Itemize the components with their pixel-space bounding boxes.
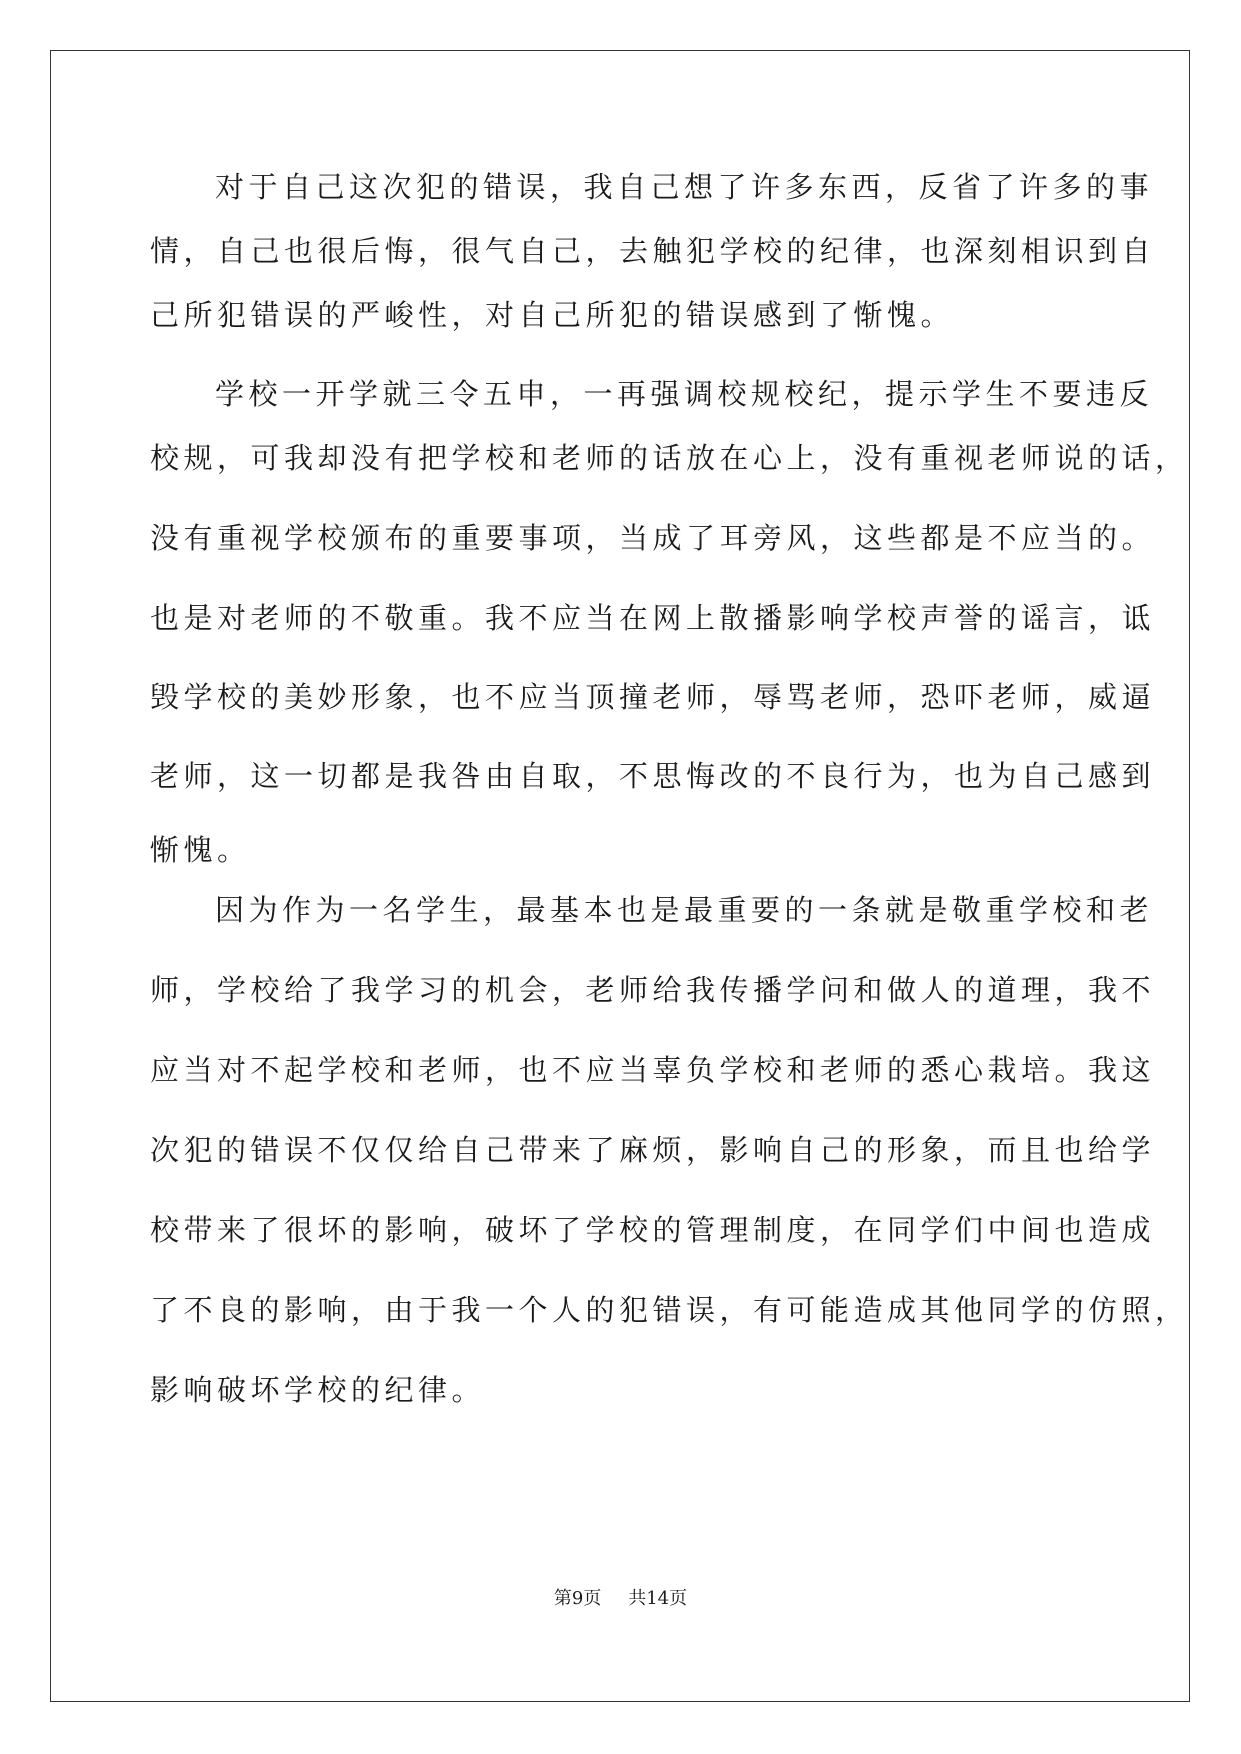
paragraph-2-line-1: 学校一开学就三令五申，一再强调校规校纪，提示学生不要违反 xyxy=(215,377,1154,411)
paragraph-3-line-4: 次犯的错误不仅仅给自己带来了麻烦，影响自己的形象，而且也给学 xyxy=(150,1133,1156,1167)
paragraph-1-line-2: 情，自己也很后悔，很气自己，去触犯学校的纪律，也深刻相识到自 xyxy=(150,234,1156,268)
paragraph-2-line-2: 校规，可我却没有把学校和老师的话放在心上，没有重视老师说的话， xyxy=(150,441,1189,475)
paragraph-3-line-6: 了不良的影响，由于我一个人的犯错误，有可能造成其他同学的仿照， xyxy=(150,1293,1189,1327)
paragraph-2-line-4: 也是对老师的不敬重。我不应当在网上散播影响学校声誉的谣言，诋 xyxy=(150,601,1156,635)
paragraph-2-line-7: 惭愧。 xyxy=(150,833,251,867)
paragraph-3-line-2: 师，学校给了我学习的机会，老师给我传播学问和做人的道理，我不 xyxy=(150,973,1156,1007)
total-pages: 共14页 xyxy=(628,1588,688,1609)
paragraph-1-line-1: 对于自己这次犯的错误，我自己想了许多东西，反省了许多的事 xyxy=(215,170,1154,204)
paragraph-2-line-6: 老师，这一切都是我咎由自取，不思悔改的不良行为，也为自己感到 xyxy=(150,759,1156,793)
page-footer xyxy=(0,1587,1241,1611)
paragraph-3-line-7: 影响破坏学校的纪律。 xyxy=(150,1373,486,1407)
paragraph-2-line-3: 没有重视学校颁布的重要事项，当成了耳旁风，这些都是不应当的。 xyxy=(150,521,1156,555)
paragraph-3-line-3: 应当对不起学校和老师，也不应当辜负学校和老师的悉心栽培。我这 xyxy=(150,1053,1156,1087)
paragraph-1-line-3: 己所犯错误的严峻性，对自己所犯的错误感到了惭愧。 xyxy=(150,298,955,332)
paragraph-3-line-1: 因为作为一名学生，最基本也是最重要的一条就是敬重学校和老 xyxy=(215,893,1154,927)
paragraph-3-line-5: 校带来了很坏的影响，破坏了学校的管理制度，在同学们中间也造成 xyxy=(150,1213,1156,1247)
paragraph-2-line-5: 毁学校的美妙形象，也不应当顶撞老师，辱骂老师，恐吓老师，威逼 xyxy=(150,680,1156,714)
page-number: 第9页 xyxy=(553,1588,602,1609)
